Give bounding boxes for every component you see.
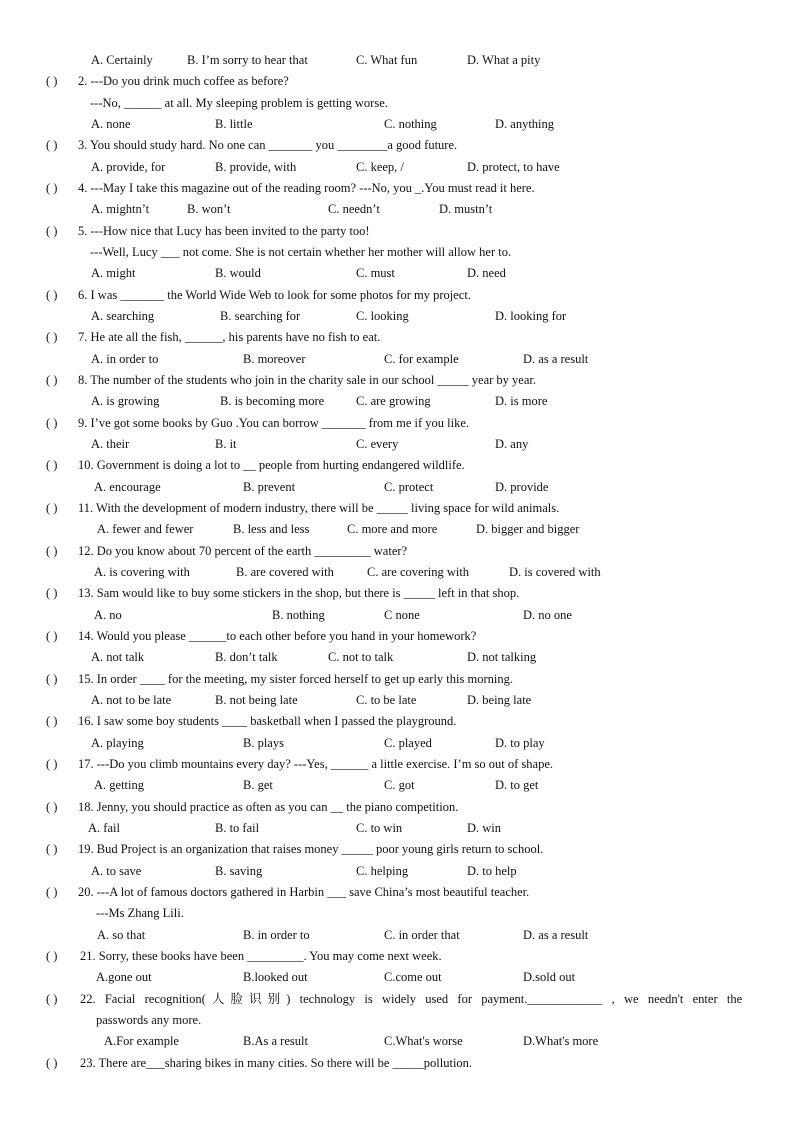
q9-options bbox=[0, 435, 794, 453]
q3-stem-row bbox=[0, 136, 794, 154]
q3-option-b: B. provide, with bbox=[215, 160, 297, 174]
q1-options bbox=[0, 51, 794, 69]
q14-answer-blank: ( ) bbox=[46, 629, 58, 643]
q21-options bbox=[0, 968, 794, 986]
q7-stem-row bbox=[0, 328, 794, 346]
q22-word: enter bbox=[692, 992, 718, 1006]
q22-word: technology bbox=[299, 992, 356, 1006]
q3-option-d: D. protect, to have bbox=[467, 160, 560, 174]
q10-option-b: B. prevent bbox=[243, 480, 296, 494]
q14-option-d: D. not talking bbox=[467, 650, 537, 664]
q9-option-b: B. it bbox=[215, 437, 237, 451]
q22-word: used bbox=[425, 992, 449, 1006]
q8-option-a: A. is growing bbox=[91, 394, 160, 408]
q20-stem: 20. ---A lot of famous doctors gathered in Harbin ___ save China’s most beautiful teacher. bbox=[78, 885, 530, 899]
q6-option-a: A. searching bbox=[91, 309, 155, 323]
q17-answer-blank: ( ) bbox=[46, 757, 58, 771]
q15-option-c: C. to be late bbox=[356, 693, 417, 707]
q7-option-d: D. as a result bbox=[523, 352, 589, 366]
q21-stem: 21. Sorry, these books have been _________. You may come next week. bbox=[80, 949, 442, 963]
q22-cont-row bbox=[0, 1011, 794, 1029]
q4-option-c: C. needn’t bbox=[328, 202, 380, 216]
q12-stem-row bbox=[0, 542, 794, 560]
q22-word: recognition(人脸识别) bbox=[144, 992, 291, 1006]
q22-option-d: D.What's more bbox=[523, 1034, 599, 1048]
q9-stem: 9. I’ve got some books by Guo .You can borrow _______ from me if you like. bbox=[78, 416, 470, 430]
q7-option-b: B. moreover bbox=[243, 352, 306, 366]
q22-option-a: A.For example bbox=[104, 1034, 179, 1048]
q10-answer-blank: ( ) bbox=[46, 458, 58, 472]
q20-option-a: A. so that bbox=[97, 928, 146, 942]
q7-stem: 7. He ate all the fish, ______, his parents have no fish to eat. bbox=[78, 330, 381, 344]
q17-option-b: B. get bbox=[243, 778, 273, 792]
q20-stem-row bbox=[0, 883, 794, 901]
q12-stem: 12. Do you know about 70 percent of the earth _________ water? bbox=[78, 544, 408, 558]
q5-option-c: C. must bbox=[356, 266, 395, 280]
q2-answer-blank: ( ) bbox=[46, 74, 58, 88]
q22-word: payment.____________ bbox=[481, 992, 603, 1006]
q13-option-b: B. nothing bbox=[272, 608, 325, 622]
q22-word: Facial bbox=[104, 992, 136, 1006]
q14-option-a: A. not talk bbox=[91, 650, 145, 664]
q17-option-c: C. got bbox=[384, 778, 415, 792]
q10-option-a: A. encourage bbox=[94, 480, 161, 494]
q16-answer-blank: ( ) bbox=[46, 714, 58, 728]
q3-options bbox=[0, 158, 794, 176]
q3-answer-blank: ( ) bbox=[46, 138, 58, 152]
q4-stem: 4. ---May I take this magazine out of the reading room? ---No, you _.You must read it here. bbox=[78, 181, 535, 195]
q15-option-a: A. not to be late bbox=[91, 693, 172, 707]
q17-option-d: D. to get bbox=[495, 778, 539, 792]
q16-option-d: D. to play bbox=[495, 736, 545, 750]
q4-options bbox=[0, 200, 794, 218]
q20-option-c: C. in order that bbox=[384, 928, 460, 942]
q19-option-b: B. saving bbox=[215, 864, 263, 878]
q2-stem: 2. ---Do you drink much coffee as before? bbox=[78, 74, 289, 88]
q15-stem: 15. In order ____ for the meeting, my sister forced herself to get up early this morning. bbox=[78, 672, 513, 686]
q6-stem: 6. I was _______ the World Wide Web to look for some photos for my project. bbox=[78, 288, 471, 302]
q8-option-c: C. are growing bbox=[356, 394, 431, 408]
q2-option-d: D. anything bbox=[495, 117, 555, 131]
q2-options bbox=[0, 115, 794, 133]
q5-stem-row bbox=[0, 222, 794, 240]
q5-option-d: D. need bbox=[467, 266, 506, 280]
q2-stem-row bbox=[0, 72, 794, 90]
q16-option-a: A. playing bbox=[91, 736, 144, 750]
q12-option-a: A. is covering with bbox=[94, 565, 190, 579]
q11-answer-blank: ( ) bbox=[46, 501, 58, 515]
q8-option-d: D. is more bbox=[495, 394, 548, 408]
q22-word: , bbox=[611, 992, 615, 1006]
q14-option-c: C. not to talk bbox=[328, 650, 394, 664]
q6-options bbox=[0, 307, 794, 325]
q19-option-c: C. helping bbox=[356, 864, 409, 878]
q17-stem: 17. ---Do you climb mountains every day? ---Yes, ______ a little exercise. I’m so out of shape. bbox=[78, 757, 554, 771]
q19-options bbox=[0, 862, 794, 880]
q9-option-a: A. their bbox=[91, 437, 130, 451]
q14-stem-row bbox=[0, 627, 794, 645]
q6-stem-row bbox=[0, 286, 794, 304]
q14-options bbox=[0, 648, 794, 666]
q14-stem: 14. Would you please ______to each other before you hand in your homework? bbox=[78, 629, 477, 643]
q4-answer-blank: ( ) bbox=[46, 181, 58, 195]
q4-stem-row bbox=[0, 179, 794, 197]
q5-option-a: A. might bbox=[91, 266, 136, 280]
q8-stem: 8. The number of the students who join in the charity sale in our school _____ year by year. bbox=[78, 373, 537, 387]
q5-cont: ---Well, Lucy ___ not come. She is not certain whether her mother will allow her to. bbox=[90, 245, 512, 259]
q1-option-a: A. Certainly bbox=[91, 53, 153, 67]
q5-cont-row bbox=[0, 243, 794, 261]
q6-option-d: D. looking for bbox=[495, 309, 567, 323]
q10-option-c: C. protect bbox=[384, 480, 434, 494]
q20-option-b: B. in order to bbox=[243, 928, 310, 942]
q22-stem bbox=[80, 990, 742, 1008]
q11-options bbox=[0, 520, 794, 538]
q1-option-b: B. I’m sorry to hear that bbox=[187, 53, 308, 67]
q9-option-c: C. every bbox=[356, 437, 399, 451]
q7-option-c: C. for example bbox=[384, 352, 459, 366]
q13-options bbox=[0, 606, 794, 624]
q15-answer-blank: ( ) bbox=[46, 672, 58, 686]
q10-stem: 10. Government is doing a lot to __ people from hurting endangered wildlife. bbox=[78, 458, 465, 472]
q16-options bbox=[0, 734, 794, 752]
q22-options bbox=[0, 1032, 794, 1050]
q11-stem: 11. With the development of modern industry, there will be _____ living space for wild animals. bbox=[78, 501, 560, 515]
q19-stem-row bbox=[0, 840, 794, 858]
q3-stem: 3. You should study hard. No one can _______ you ________a good future. bbox=[78, 138, 458, 152]
q19-option-a: A. to save bbox=[91, 864, 142, 878]
q22-word: 22. bbox=[80, 992, 96, 1006]
q9-option-d: D. any bbox=[495, 437, 529, 451]
q7-options bbox=[0, 350, 794, 368]
q22-option-c: C.What's worse bbox=[384, 1034, 463, 1048]
q22-word: widely bbox=[382, 992, 417, 1006]
q22-word: is bbox=[364, 992, 373, 1006]
q22-answer-blank: ( ) bbox=[46, 992, 58, 1006]
q20-options bbox=[0, 926, 794, 944]
q4-option-a: A. mightn’t bbox=[91, 202, 150, 216]
q22-cont: passwords any more. bbox=[96, 1013, 202, 1027]
q11-option-a: A. fewer and fewer bbox=[97, 522, 194, 536]
q12-option-d: D. is covered with bbox=[509, 565, 601, 579]
q18-stem-row bbox=[0, 798, 794, 816]
q21-option-c: C.come out bbox=[384, 970, 442, 984]
q5-options bbox=[0, 264, 794, 282]
q5-answer-blank: ( ) bbox=[46, 224, 58, 238]
q18-stem: 18. Jenny, you should practice as often as you can __ the piano competition. bbox=[78, 800, 459, 814]
q6-answer-blank: ( ) bbox=[46, 288, 58, 302]
q11-option-b: B. less and less bbox=[233, 522, 310, 536]
q22-stem-row bbox=[0, 990, 794, 1008]
q18-option-b: B. to fail bbox=[215, 821, 260, 835]
q22-word: the bbox=[726, 992, 743, 1006]
q22-option-b: B.As a result bbox=[243, 1034, 308, 1048]
q23-stem: 23. There are___sharing bikes in many cities. So there will be _____pollution. bbox=[80, 1056, 473, 1070]
q12-option-b: B. are covered with bbox=[236, 565, 334, 579]
q6-option-c: C. looking bbox=[356, 309, 409, 323]
q2-option-a: A. none bbox=[91, 117, 131, 131]
q6-option-b: B. searching for bbox=[220, 309, 301, 323]
q8-stem-row bbox=[0, 371, 794, 389]
q13-option-a: A. no bbox=[94, 608, 122, 622]
q20-answer-blank: ( ) bbox=[46, 885, 58, 899]
q15-option-b: B. not being late bbox=[215, 693, 298, 707]
q17-stem-row bbox=[0, 755, 794, 773]
q13-option-c: C none bbox=[384, 608, 420, 622]
q20-option-d: D. as a result bbox=[523, 928, 589, 942]
q5-stem: 5. ---How nice that Lucy has been invited to the party too! bbox=[78, 224, 370, 238]
q18-option-a: A. fail bbox=[88, 821, 120, 835]
q16-stem: 16. I saw some boy students ____ basketball when I passed the playground. bbox=[78, 714, 457, 728]
q10-stem-row bbox=[0, 456, 794, 474]
q2-option-b: B. little bbox=[215, 117, 253, 131]
q9-answer-blank: ( ) bbox=[46, 416, 58, 430]
q23-answer-blank: ( ) bbox=[46, 1056, 58, 1070]
q2-cont-row bbox=[0, 94, 794, 112]
q13-stem: 13. Sam would like to buy some stickers in the shop, but there is _____ left in that shop. bbox=[78, 586, 520, 600]
q10-option-d: D. provide bbox=[495, 480, 549, 494]
q18-answer-blank: ( ) bbox=[46, 800, 58, 814]
q16-stem-row bbox=[0, 712, 794, 730]
q21-option-a: A.gone out bbox=[96, 970, 152, 984]
q17-options bbox=[0, 776, 794, 794]
q22-word: for bbox=[457, 992, 472, 1006]
q19-stem: 19. Bud Project is an organization that raises money _____ poor young girls return to school. bbox=[78, 842, 544, 856]
q3-option-c: C. keep, / bbox=[356, 160, 404, 174]
q20-cont: ---Ms Zhang Lili. bbox=[96, 906, 184, 920]
q11-stem-row bbox=[0, 499, 794, 517]
q12-option-c: C. are covering with bbox=[367, 565, 470, 579]
q14-option-b: B. don’t talk bbox=[215, 650, 278, 664]
q15-options bbox=[0, 691, 794, 709]
q12-options bbox=[0, 563, 794, 581]
q22-word: needn't bbox=[647, 992, 684, 1006]
q7-answer-blank: ( ) bbox=[46, 330, 58, 344]
q7-option-a: A. in order to bbox=[91, 352, 159, 366]
q18-option-c: C. to win bbox=[356, 821, 403, 835]
q15-option-d: D. being late bbox=[467, 693, 532, 707]
q4-option-d: D. mustn’t bbox=[439, 202, 493, 216]
q11-option-d: D. bigger and bigger bbox=[476, 522, 580, 536]
q5-option-b: B. would bbox=[215, 266, 261, 280]
q19-option-d: D. to help bbox=[467, 864, 517, 878]
q1-option-c: C. What fun bbox=[356, 53, 418, 67]
q8-option-b: B. is becoming more bbox=[220, 394, 325, 408]
q2-option-c: C. nothing bbox=[384, 117, 437, 131]
q13-answer-blank: ( ) bbox=[46, 586, 58, 600]
q1-option-d: D. What a pity bbox=[467, 53, 541, 67]
q9-stem-row bbox=[0, 414, 794, 432]
q3-option-a: A. provide, for bbox=[91, 160, 166, 174]
q2-cont: ---No, ______ at all. My sleeping problem is getting worse. bbox=[90, 96, 388, 110]
q16-option-b: B. plays bbox=[243, 736, 284, 750]
q21-answer-blank: ( ) bbox=[46, 949, 58, 963]
q21-stem-row bbox=[0, 947, 794, 965]
q22-word: we bbox=[624, 992, 639, 1006]
q10-options bbox=[0, 478, 794, 496]
q17-option-a: A. getting bbox=[94, 778, 144, 792]
q8-options bbox=[0, 392, 794, 410]
q4-option-b: B. won’t bbox=[187, 202, 231, 216]
q12-answer-blank: ( ) bbox=[46, 544, 58, 558]
q18-option-d: D. win bbox=[467, 821, 502, 835]
q23-stem-row bbox=[0, 1054, 794, 1072]
q13-stem-row bbox=[0, 584, 794, 602]
q11-option-c: C. more and more bbox=[347, 522, 438, 536]
q16-option-c: C. played bbox=[384, 736, 432, 750]
q19-answer-blank: ( ) bbox=[46, 842, 58, 856]
q20-cont-row bbox=[0, 904, 794, 922]
q8-answer-blank: ( ) bbox=[46, 373, 58, 387]
q21-option-b: B.looked out bbox=[243, 970, 308, 984]
q21-option-d: D.sold out bbox=[523, 970, 576, 984]
q13-option-d: D. no one bbox=[523, 608, 572, 622]
q15-stem-row bbox=[0, 670, 794, 688]
q18-options bbox=[0, 819, 794, 837]
